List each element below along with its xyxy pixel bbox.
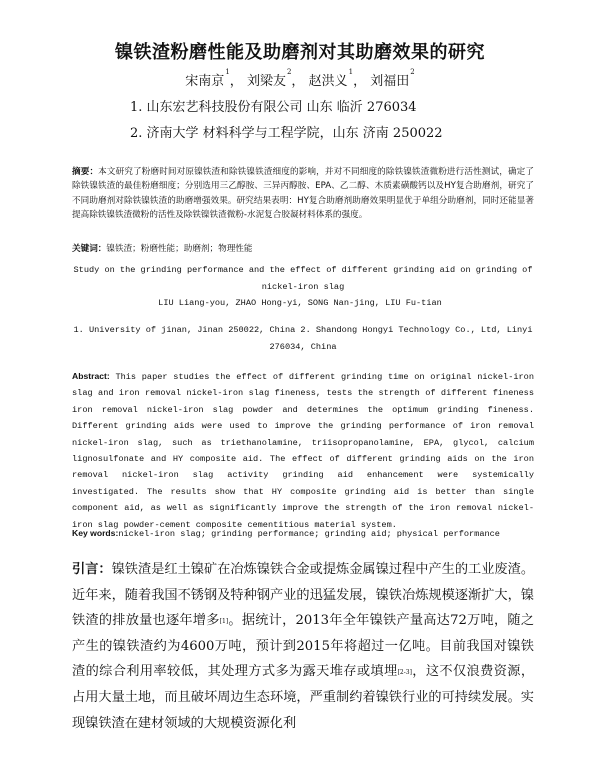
intro-text: 。据统计，2013年全年镍铁产量高达72万吨，随之产生的镍铁渣约为4600万吨，预计到2015年将超过一亿吨。目前我国对镍铁渣的综合利用率较低，其处理方式多为露天堆存或填埋 [72, 613, 535, 680]
affiliation-2: 2. 济南大学 材料科学与工程学院，山东 济南 250022 [130, 126, 443, 141]
citation[interactable]: [1] [219, 618, 229, 626]
author-name: 赵洪义 [308, 74, 348, 89]
citation[interactable]: [2-3] [397, 669, 412, 677]
author-affiliation-mark: 2 [410, 68, 415, 76]
author-affiliation-mark: 1 [348, 68, 354, 76]
keywords-text: nickel-iron slag; grinding performance; grinding aid; physical performance [118, 529, 500, 539]
keywords-label: Key words: [72, 528, 119, 538]
author-list [0, 70, 600, 89]
chinese-abstract [72, 165, 534, 223]
author-separator: ， [353, 74, 367, 89]
abstract-label: Abstract: [72, 371, 110, 381]
abstract-label: 摘要： [72, 167, 99, 177]
paper-title: 镍铁渣粉磨性能及助磨剂对其助磨效果的研究 [115, 42, 485, 63]
keywords-text: 镍铁渣；粉磨性能；助磨剂；物理性能 [106, 244, 253, 254]
chinese-keywords [72, 242, 253, 254]
introduction [72, 557, 534, 736]
abstract-text: 本文研究了粉磨时间对原镍铁渣和除铁镍铁渣细度的影响，并对不同细度的除铁镍铁渣微粉进行活性测试，确定了除铁镍铁渣的最佳粉磨细度；分别选用三乙醇胺、三异丙醇胺、EPA、乙二醇、木质素磺酸钙以及HY复合助磨剂，研究了不同助磨剂对除铁镍铁渣的助磨增强效果。研究结果表明：HY复合助磨剂助磨效果明显优于单组分助磨剂，同时还能显著提高除铁镍铁渣微粉的活性及除铁镍铁渣微粉-水泥复合胶凝材料体系的强度。 [72, 167, 534, 221]
english-title: Study on the grinding performance and the effect of different grinding aid on grinding of nickel-iron slag [73, 265, 533, 292]
author-affiliation-mark: 2 [286, 68, 292, 76]
english-affiliation: 1. University of jinan, Jinan 250022, China 2. Shandong Hongyi Technology Co., Ltd, Linyi 276034, China [73, 325, 533, 352]
abstract-text: This paper studies the effect of different grinding time on original nickel-iron slag and iron removal nickel-iron slag fineness, tests the strength of different fineness iron removal nickel-iron slag powder and determines the optimum grinding fineness. Different grinding aids were used to improve the grinding performance of iron removal nickel-iron slag, such as triethanolamine, triisopropanolamine, EPA, glycol, calcium lignosulfonate and HY composite aid. The effect of different grinding aids on the iron removal nickel-iron slag activity grinding aid enhancement were systemically investigated. The results show that HY composite grinding aid is better than single component aid, as well as significantly improve the strength of the iron removal nickel-iron slag powder-cement composite cementitious material system. [72, 372, 534, 530]
author-affiliation-mark: 1 [225, 68, 230, 76]
author-separator: ， [291, 74, 305, 89]
author-name: 宋南京 [185, 74, 225, 89]
affiliation-1: 1. 山东宏艺科技股份有限公司 山东 临沂 276034 [130, 100, 417, 115]
author-name: 刘福田 [370, 74, 410, 89]
author-separator: ， [229, 74, 243, 89]
english-keywords [72, 528, 542, 539]
intro-text: ，这不仅浪费资源，占用大量土地，而且破坏周边生态环境，严重制约着镍铁行业的可持续发展。实现镍铁渣在建材领域的大规模资源化利 [72, 664, 535, 731]
english-authors: LIU Liang-you, ZHAO Hong-yi, SONG Nan-jing, LIU Fu-tian [158, 298, 442, 308]
intro-label: 引言： [72, 562, 112, 577]
intro-text: 镍铁渣是红土镍矿在冶炼镍铁合金或提炼金属镍过程中产生的工业废渣。近年来，随着我国不锈钢及特种钢产业的迅猛发展，镍铁冶炼规模逐渐扩大，镍铁渣的排放量也逐年增多 [72, 562, 535, 629]
author-name: 刘梁友 [246, 74, 286, 89]
keywords-label: 关键词： [72, 244, 107, 254]
english-abstract [72, 368, 534, 533]
